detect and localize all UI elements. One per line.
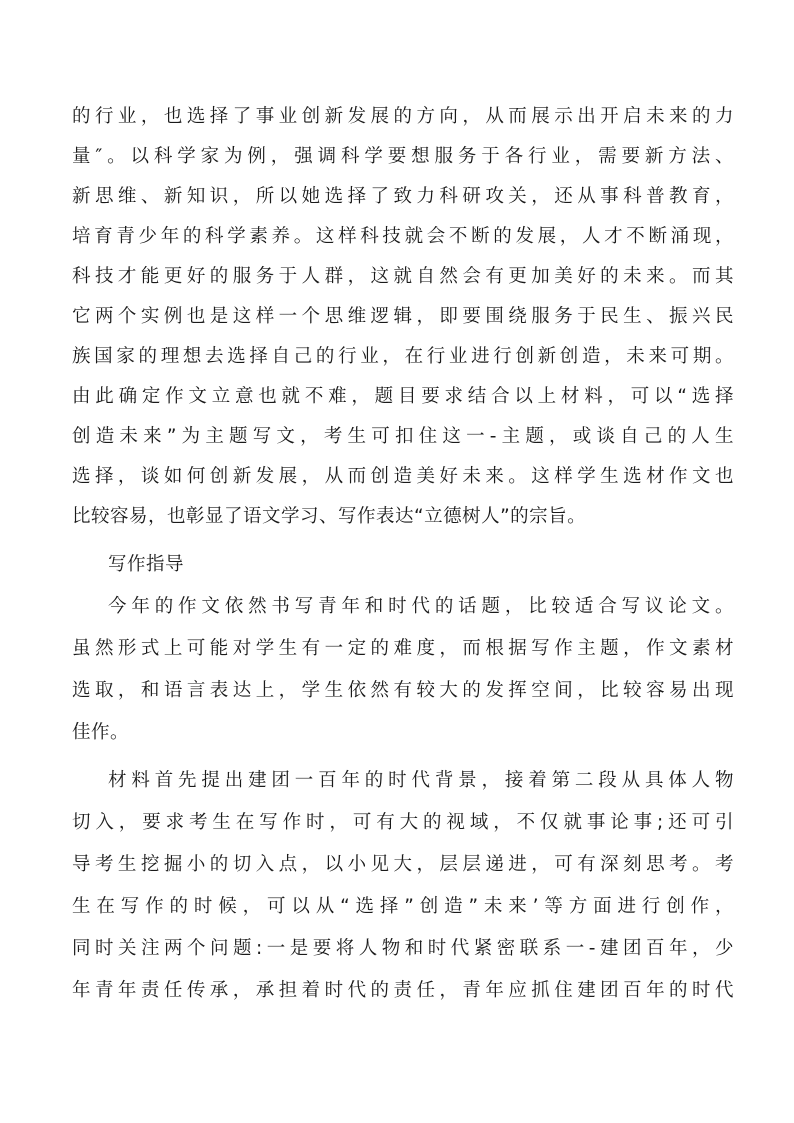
- body-text-line: 虽然形式上可能对学生有一定的难度，而根据写作主题，作文素材: [72, 638, 734, 659]
- body-text-line: 同时关注两个问题:一是要将人物和时代紧密联系一-建团百年，少: [72, 938, 734, 959]
- body-text-line: 切入，要求考生在写作时，可有大的视域，不仅就事论事;还可引: [72, 812, 734, 833]
- body-text-line: 培育青少年的科学素养。这样科技就会不断的发展，人才不断涌现，: [72, 226, 734, 247]
- body-text-line: 佳作。: [72, 722, 130, 743]
- body-text-line: 年青年责任传承，承担着时代的责任，青年应抓住建团百年的时代: [72, 980, 734, 1001]
- body-text-line: 量″。以科学家为例，强调科学要想服务于各行业，需要新方法、: [72, 146, 734, 167]
- body-text-line: 选择，谈如何创新发展，从而创造美好未来。这样学生选材作文也: [72, 466, 734, 487]
- body-text-line: 族国家的理想去选择自己的行业，在行业进行创新创造，未来可期。: [72, 346, 734, 367]
- body-text-line: 科技才能更好的服务于人群，这就自然会有更加美好的未来。而其: [72, 266, 734, 287]
- body-text-line: 今年的作文依然书写青年和时代的话题，比较适合写议论文。: [108, 596, 734, 617]
- body-text-line: 的行业，也选择了事业创新发展的方向，从而展示出开启未来的力: [72, 106, 734, 127]
- body-text-line: 由此确定作文立意也就不难，题目要求结合以上材料，可以“选择: [72, 386, 734, 407]
- section-heading: 写作指导: [108, 554, 185, 575]
- body-text-line: 创造未来”为主题写文，考生可扣住这一-主题，或谈自己的人生: [72, 426, 734, 447]
- body-text-line: 比较容易，也彰显了语文学习、写作表达“立德树人”的宗旨。: [72, 506, 587, 527]
- body-text-line: 导考生挖掘小的切入点，以小见大，层层递进，可有深刻思考。考: [72, 854, 734, 875]
- body-text-line: 新思维、新知识，所以她选择了致力科研攻关，还从事科普教育，: [72, 186, 734, 207]
- body-text-line: 生在写作的时候，可以从“选择”创造”未来’等方面进行创作，: [72, 896, 734, 917]
- body-text-line: 选取，和语言表达上，学生依然有较大的发挥空间，比较容易出现: [72, 680, 734, 701]
- body-text-line: 它两个实例也是这样一个思维逻辑，即要围绕服务于民生、振兴民: [72, 306, 734, 327]
- body-text-line: 材料首先提出建团一百年的时代背景，接着第二段从具体人物: [108, 770, 734, 791]
